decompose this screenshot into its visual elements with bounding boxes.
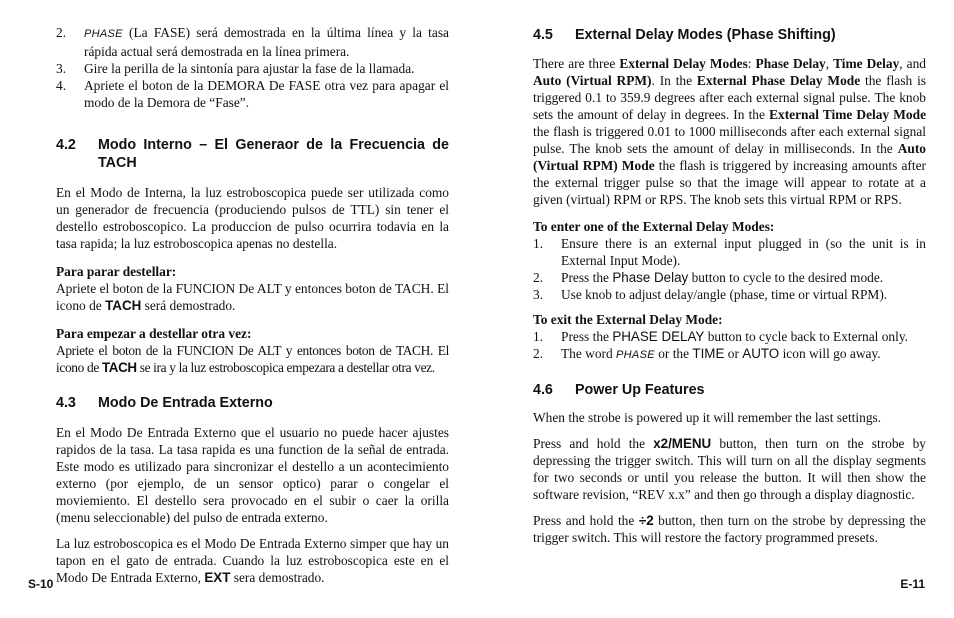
phase-lcd-icon: PHASE	[616, 349, 655, 361]
paragraph: Apriete el boton de la FUNCION De ALT y entonces boton de TACH. El icono de TACH se ira y la luz estroboscopica empezara a destellar otra vez.	[56, 343, 449, 375]
tach-icon: TACH	[105, 298, 142, 313]
paragraph: En el Modo De Entrada Externo que el usuario no puede hacer ajustes rapidos de la tasa. La tasa rapida es una function de la señal de entrada. Este modo es utilizado para sincronizar el destello a un acontecimiento externo (por ejemplo, de un sensor optico) parar o congelar el moviemiento. El destello sera provocado en el subir o caer la orilla (menu seleccionable) del pulso de entrada externo.	[56, 425, 449, 525]
paragraph: Apriete el boton de la FUNCION De ALT y entonces boton de TACH. El icono de TACH será demostrado.	[56, 281, 449, 313]
page-number-right: E-11	[900, 577, 925, 591]
subheading-exit: To exit the External Delay Mode:	[533, 312, 723, 327]
list-item: 1. Press the PHASE DELAY button to cycle back to External only.	[533, 329, 909, 344]
paragraph: Press and hold the x2/MENU button, then turn on the strobe by depressing the trigger switch. This will turn on all the display segments for two seconds or until you release the button. It will then show the software revision, “REV x.x” and then go through a display diagnostic.	[533, 436, 926, 502]
list-item: 2. The word PHASE or the TIME or AUTO icon will go away.	[533, 346, 881, 361]
list-item: 1. Ensure there is an external input plugged in (so the unit is in External Input Mode).	[533, 236, 926, 268]
section-heading-4-3: 4.3 Modo De Entrada Externo	[56, 395, 273, 411]
right-page	[533, 24, 926, 546]
paragraph: La luz estroboscopica es el Modo De Entrada Externo simper que hay un tapon en el gato de entrada. Cuando la luz estroboscopica este en el Modo De Entrada Externo, EXT sera demostrado.	[56, 536, 449, 585]
subheading-enter: To enter one of the External Delay Modes:	[533, 219, 775, 234]
paragraph: There are three External Delay Modes: Phase Delay, Time Delay, and Auto (Virtual RPM). In the External Phase Delay Mode the flash is triggered 0.1 to 359.9 degrees after each external signal pulse. The knob sets the amount of delay in degrees. In the External Time Delay Mode the flash is triggered 0.01 to 1000 milliseconds after each external signal pulse. The knob sets the amount of delay in milliseconds. In the Auto (Virtual RPM) Mode the flash is triggered by increasing amounts after the external trigger pulse so that the image will appear to rotate at a given (virtual) RPM or RPS. The knob sets this virtual RPM or RPS.	[533, 56, 927, 207]
subheading-stop: Para parar destellar:	[56, 264, 177, 279]
left-page	[56, 24, 449, 586]
section-heading-4-6: 4.6 Power Up Features	[533, 382, 705, 398]
phase-delay-key: Phase Delay	[612, 270, 689, 285]
enter-steps-list	[533, 235, 926, 303]
auto-key: AUTO	[742, 346, 780, 361]
list-item: 3. Gire la perilla de la sintonía para ajustar la fase de la llamada.	[56, 61, 415, 76]
paragraph: Press and hold the ÷2 button, then turn on the strobe by depressing the trigger switch. This will restore the factory programmed presets.	[533, 513, 926, 545]
tach-icon: TACH	[101, 360, 137, 375]
time-key: TIME	[692, 346, 725, 361]
paragraph: En el Modo de Interna, la luz estroboscopica puede ser utilizada como un generador de frecuencia (produciendo pulsos de TTL) sin tener el destello estroboscopico. La produccion de pulso ocurrira todavia en la tasa rapida; la luz estroboscopica apenas no destella.	[56, 185, 449, 251]
list-item: 4. Apriete el boton de la DEMORA De FASE otra vez para apagar el modo de la Demora de “Fase”.	[56, 78, 449, 110]
list-item: 2. Press the Phase Delay button to cycle to the desired mode.	[533, 270, 884, 285]
page-number-left: S-10	[28, 577, 54, 591]
ext-icon: EXT	[204, 570, 231, 585]
list-item: 3. Use knob to adjust delay/angle (phase, time or virtual RPM).	[533, 287, 888, 302]
x2-menu-key: x2/MENU	[653, 436, 712, 451]
section-heading-4-2: 4.2 Modo Interno – El Generaor de la Frecuencia de TACH	[56, 137, 449, 171]
phase-steps-list	[56, 24, 449, 111]
phase-delay-key: PHASE DELAY	[612, 329, 705, 344]
divide-2-key: ÷2	[638, 513, 654, 528]
paragraph: When the strobe is powered up it will remember the last settings.	[533, 410, 882, 425]
phase-lcd-icon: PHASE	[84, 28, 123, 40]
subheading-start: Para empezar a destellar otra vez:	[56, 326, 252, 341]
exit-steps-list	[533, 328, 926, 364]
list-item: 2. PHASE (La FASE) será demostrada en la última línea y la tasa rápida actual será demostrada en la línea primera.	[56, 25, 449, 59]
section-heading-4-5: 4.5 External Delay Modes (Phase Shifting)	[533, 27, 836, 43]
